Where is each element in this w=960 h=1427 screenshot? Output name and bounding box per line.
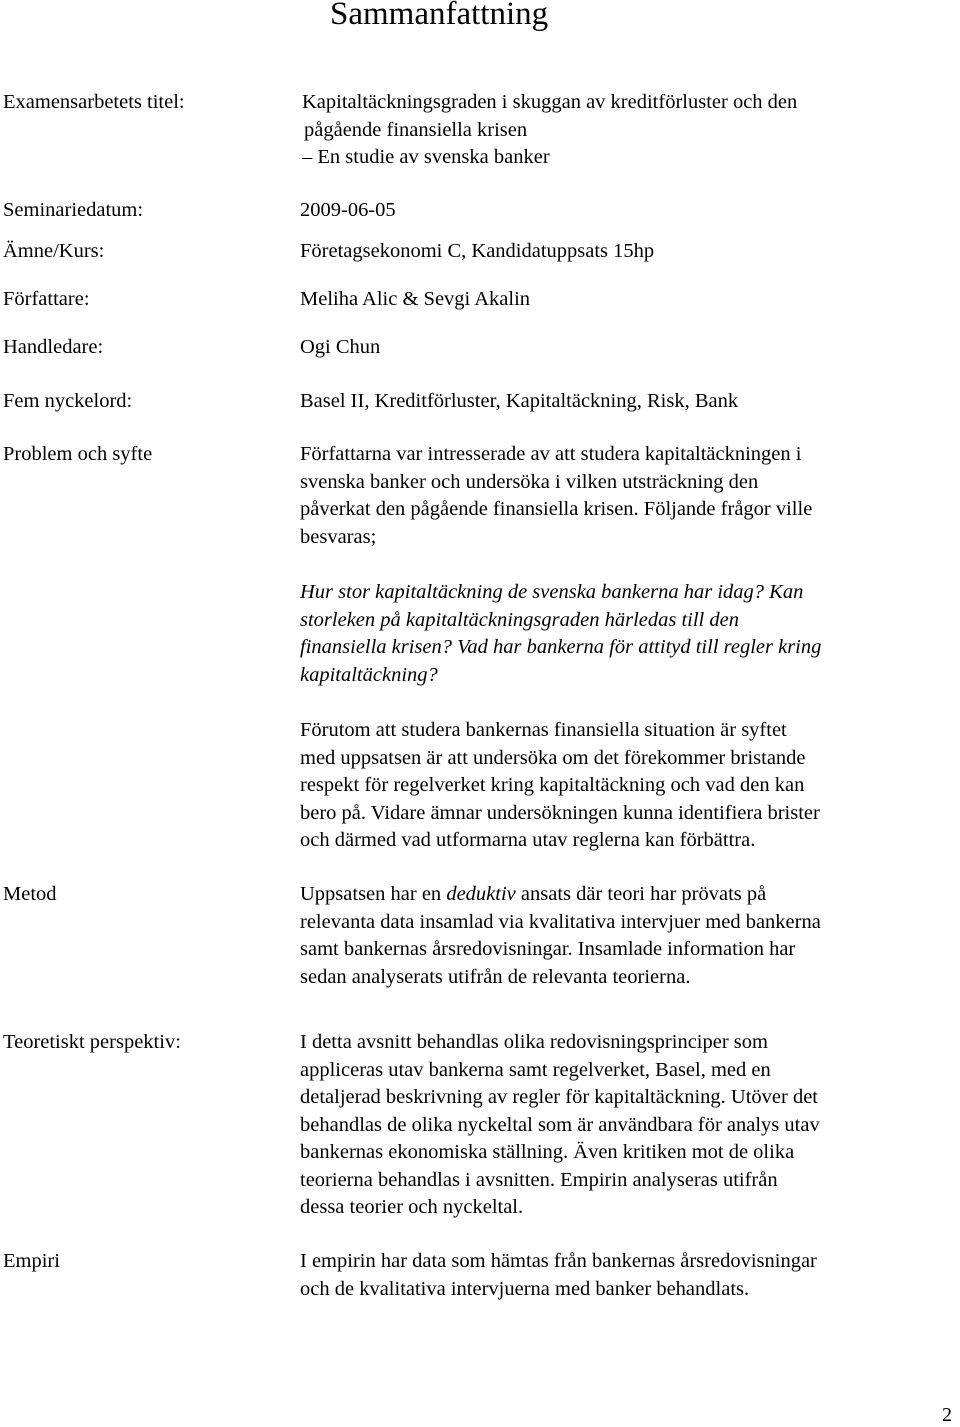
- method-label: Metod: [3, 883, 57, 905]
- purpose-text: [300, 441, 940, 551]
- purpose-extra-line: respekt för regelverket kring kapitaltäckning och vad den kan: [300, 774, 805, 796]
- supervisor-label: Handledare:: [3, 336, 104, 358]
- purpose-line: Författarna var intresserade av att studera kapitaltäckningen i: [300, 443, 802, 465]
- authors-value: Meliha Alic & Sevgi Akalin: [300, 288, 531, 310]
- empirics-text: [300, 1248, 940, 1303]
- empirics-line: I empirin har data som hämtas från bankernas årsredovisningar: [300, 1250, 817, 1272]
- purpose-extra-line: med uppsatsen är att undersöka om det förekommer bristande: [300, 746, 806, 769]
- method-line: relevanta data insamlad via kvalitativa intervjuer med bankerna: [300, 910, 821, 933]
- page-number: 2: [942, 1404, 952, 1426]
- purpose-extra-text: [300, 717, 940, 855]
- seminar-date-label: Seminariedatum:: [3, 199, 144, 221]
- method-text-pre: Uppsatsen har en: [300, 883, 447, 905]
- empirics-line: och de kvalitativa intervjuerna med banker behandlats.: [300, 1277, 750, 1300]
- method-emphasis: deduktiv: [446, 883, 516, 905]
- theory-line: I detta avsnitt behandlas olika redovisningsprinciper som: [300, 1031, 768, 1053]
- theory-line: teorierna behandlas i avsnitten. Empirin analyseras utifrån: [300, 1168, 778, 1191]
- theory-label: Teoretiskt perspektiv:: [3, 1031, 181, 1053]
- purpose-line: svenska banker och undersöka i vilken utsträckning den: [300, 470, 759, 493]
- question-line: storleken på kapitaltäckningsgraden härledas till den: [300, 608, 739, 631]
- course-value: Företagsekonomi C, Kandidatuppsats 15hp: [300, 240, 655, 262]
- purpose-line: påverkat den pågående finansiella krisen. Följande frågor ville: [300, 498, 813, 520]
- authors-label: Författare:: [3, 288, 90, 310]
- purpose-line: besvaras;: [300, 525, 377, 548]
- method-line: sedan analyserats utifrån de relevanta teorierna.: [300, 965, 691, 988]
- thesis-title-value: [302, 89, 942, 172]
- method-line: samt bankernas årsredovisningar. Insamlade information har: [300, 938, 796, 960]
- research-questions: [300, 579, 940, 689]
- purpose-extra-line: bero på. Vidare ämnar undersökningen kunna identifiera brister: [300, 801, 820, 824]
- course-label: Ämne/Kurs:: [3, 240, 105, 262]
- method-first-line: [300, 881, 940, 909]
- purpose-extra-line: och därmed vad utformarna utav reglerna kan förbättra.: [300, 829, 756, 851]
- keywords-value: Basel II, Kreditförluster, Kapitaltäckning, Risk, Bank: [300, 390, 739, 412]
- purpose-extra-line: Förutom att studera bankernas finansiella situation är syftet: [300, 719, 787, 741]
- purpose-label: Problem och syfte: [3, 443, 153, 465]
- theory-line: dessa teorier och nyckeltal.: [300, 1196, 524, 1218]
- keywords-label: Fem nyckelord:: [3, 390, 133, 412]
- thesis-title-line: – En studie av svenska banker: [302, 146, 550, 168]
- theory-line: bankernas ekonomiska ställning. Även kritiken mot de olika: [300, 1141, 795, 1163]
- supervisor-value: Ogi Chun: [300, 336, 381, 358]
- theory-line: behandlas de olika nyckeltal som är användbara för analys utav: [300, 1113, 820, 1136]
- page-title: Sammanfattning: [330, 0, 549, 32]
- question-line: kapitaltäckning?: [300, 663, 438, 686]
- method-text: [300, 881, 940, 991]
- thesis-title-line: pågående finansiella krisen: [304, 118, 528, 141]
- method-text-post: ansats där teori har prövats på: [515, 883, 767, 905]
- thesis-title-label: Examensarbetets titel:: [3, 91, 185, 113]
- seminar-date-value: 2009-06-05: [300, 199, 396, 221]
- question-line: finansiella krisen? Vad har bankerna för attityd till regler kring: [300, 636, 822, 658]
- thesis-title-line: Kapitaltäckningsgraden i skuggan av kreditförluster och den: [302, 91, 798, 113]
- theory-line: appliceras utav bankerna samt regelverket, Basel, med en: [300, 1058, 771, 1081]
- theory-text: [300, 1029, 940, 1222]
- empirics-label: Empiri: [3, 1250, 60, 1272]
- theory-line: detaljerad beskrivning av regler för kapitaltäckning. Utöver det: [300, 1086, 818, 1108]
- question-line: Hur stor kapitaltäckning de svenska bankerna har idag? Kan: [300, 581, 804, 603]
